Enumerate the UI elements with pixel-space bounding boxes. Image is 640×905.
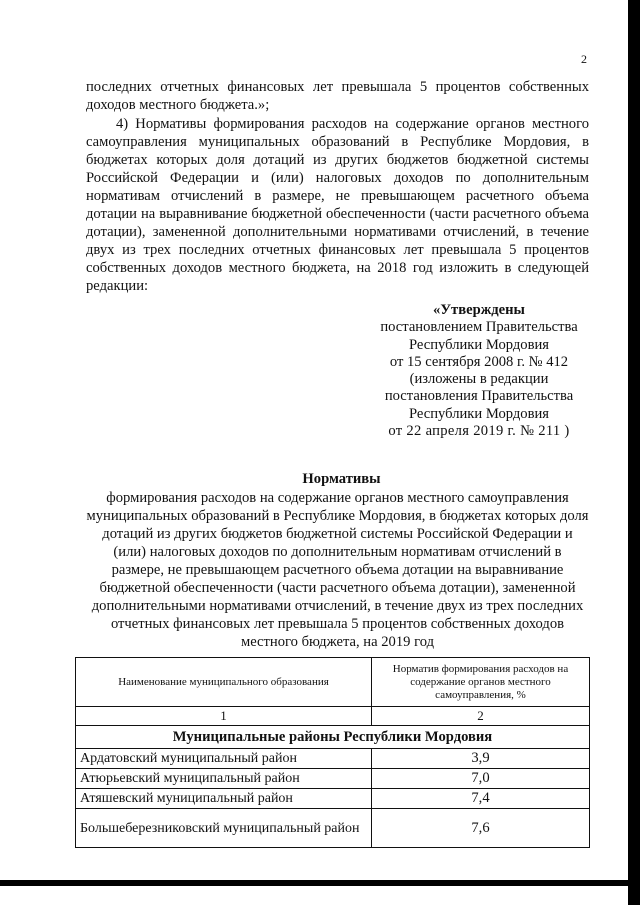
paragraph-item-4: 4) Нормативы формирования расходов на содержание органов местного самоуправления муниципальных образований в Республике Мордовия, в бюджетах которых доля дотаций из других бюджетов бюджетной системы Российской Федерации и (или) налоговых доходов по дополнительным нормативам отчислений в размере, не превышающем расчетного объема дотации на выравнивание бюджетной обеспеченности (части расчетного объема дотации), замененной дополнительными нормативами отчислений, в течение двух из трех последних отчетных финансовых лет превышала 5 процентов собственных доходов местного бюджета, на 2018 год изложить в следующей редакции: — [86, 116, 589, 294]
column-header-norm: Норматив формирования расходов на содержание органов местного самоуправления, % — [372, 658, 590, 707]
norm-value: 7,0 — [372, 769, 590, 789]
approval-line: от 15 сентября 2008 г. № 412 — [389, 353, 569, 370]
approval-line: постановления Правительства — [384, 388, 574, 405]
document-title: Нормативы — [302, 471, 381, 487]
section-row — [76, 726, 590, 749]
document-subtitle: формирования расходов на содержание органов местного самоуправления муниципальных образований в Республике Мордовия, в бюджетах которых доля дотаций из других бюджетов бюджетной системы Российской Федерации и (или) налоговых доходов по дополнительным нормативам отчислений в размере, не превышающем расчетного объема дотации на выравнивание бюджетной обеспеченности (части расчетного объема дотации), замененной дополнительными нормативами отчислений, в течение двух из трех последних отчетных финансовых лет превышала 5 процентов собственных доходов местного бюджета, на 2019 год — [86, 490, 589, 650]
column-number-row — [76, 707, 590, 726]
table-row — [76, 789, 590, 809]
approval-block — [350, 302, 608, 440]
approval-line: Республики Мордовия — [408, 336, 549, 353]
page-number: 2 — [581, 52, 587, 66]
table-row — [76, 809, 590, 848]
paragraph-continuation: последних отчетных финансовых лет превышала 5 процентов собственных доходов местного бюджета.»; — [86, 79, 589, 113]
approval-line: постановлением Правительства — [380, 319, 578, 336]
table-row — [76, 769, 590, 789]
approval-line: (изложены в редакции — [409, 371, 549, 388]
scan-border-right — [628, 0, 640, 905]
approval-heading: «Утверждены — [433, 302, 525, 318]
column-header-name: Наименование муниципального образования — [76, 658, 372, 707]
column-number: 1 — [76, 707, 372, 726]
district-name: Большеберезниковский муниципальный район — [76, 809, 372, 848]
table-row — [76, 749, 590, 769]
approval-line: Республики Мордовия — [408, 405, 549, 422]
section-title: Муниципальные районы Республики Мордовия — [76, 726, 590, 749]
column-number: 2 — [372, 707, 590, 726]
table-header-row — [76, 658, 590, 707]
norm-value: 3,9 — [372, 749, 590, 769]
scan-border-bottom — [0, 880, 628, 886]
norm-value: 7,6 — [372, 809, 590, 848]
district-name: Ардатовский муниципальный район — [76, 749, 372, 769]
norm-value: 7,4 — [372, 789, 590, 809]
district-name: Атюрьевский муниципальный район — [76, 769, 372, 789]
district-name: Атяшевский муниципальный район — [76, 789, 372, 809]
norms-table — [75, 657, 590, 848]
approval-line-date: от 22 апреля 2019 г. № 211 ) — [388, 423, 570, 440]
